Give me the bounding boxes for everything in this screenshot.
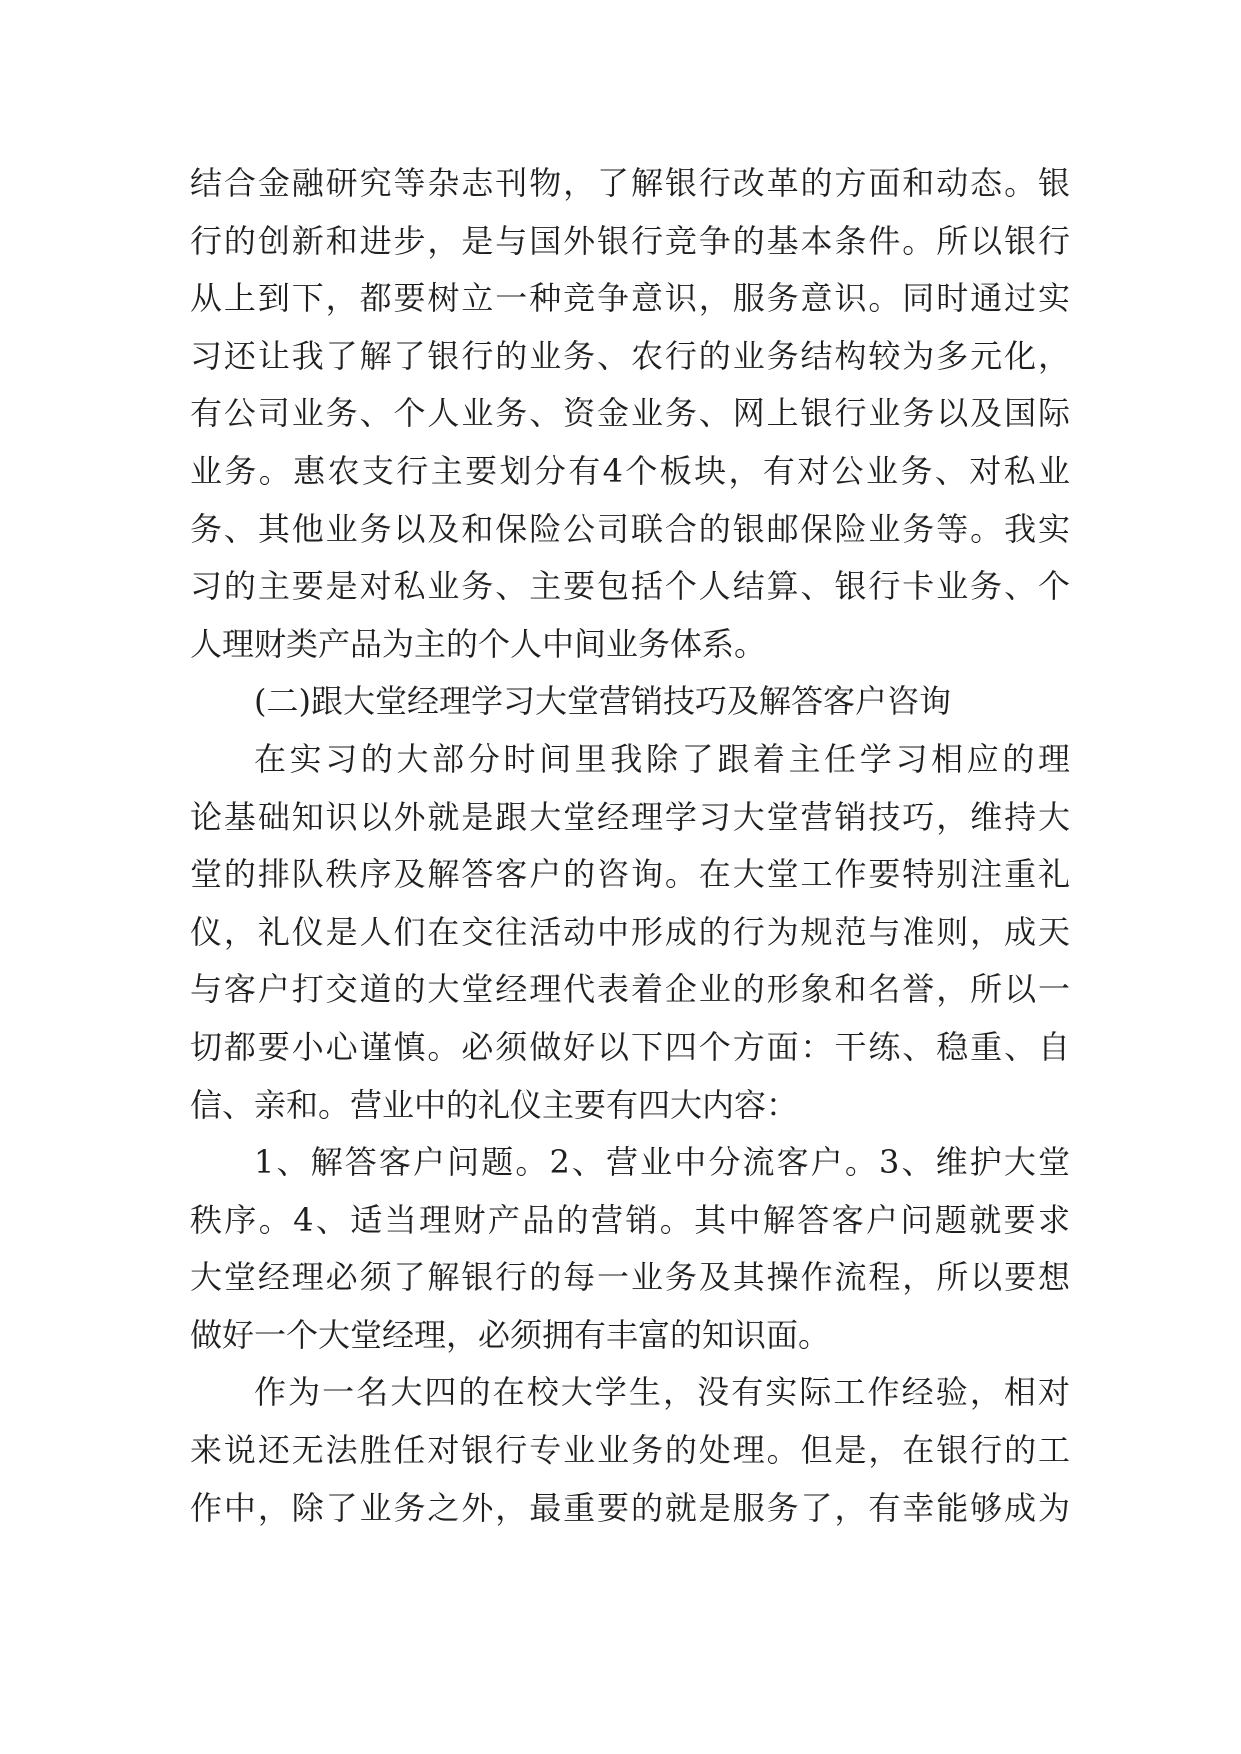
body-text: [190, 155, 1070, 1537]
text-line: 务、其他业务以及和保险公司联合的银邮保险业务等。我实: [190, 509, 1070, 548]
text-line: 秩序。4、适当理财产品的营销。其中解答客户问题就要求: [190, 1200, 1070, 1239]
text-line: 堂的排队秩序及解答客户的咨询。在大堂工作要特别注重礼: [190, 855, 1070, 894]
text-line: 在实习的大部分时间里我除了跟着主任学习相应的理: [254, 739, 1070, 778]
section-heading: (二)跟大堂经理学习大堂营销技巧及解答客户咨询: [254, 682, 951, 721]
text-line: 信、亲和。营业中的礼仪主要有四大内容：: [190, 1085, 799, 1124]
text-line: 习还让我了解了银行的业务、农行的业务结构较为多元化，: [190, 336, 1070, 375]
text-line: 大堂经理必须了解银行的每一业务及其操作流程，所以要想: [190, 1258, 1070, 1297]
text-line: 结合金融研究等杂志刊物，了解银行改革的方面和动态。银: [190, 164, 1070, 202]
text-line: 切都要小心谨慎。必须做好以下四个方面：干练、稳重、自: [190, 1027, 1070, 1066]
text-line: 人理财类产品为主的个人中间业务体系。: [190, 624, 767, 663]
text-line: 与客户打交道的大堂经理代表着企业的形象和名誉，所以一: [190, 970, 1070, 1009]
text-line: 习的主要是对私业务、主要包括个人结算、银行卡业务、个: [190, 567, 1070, 606]
text-line: 1、解答客户问题。2、营业中分流客户。3、维护大堂: [254, 1143, 1070, 1182]
text-line: 作中，除了业务之外，最重要的就是服务了，有幸能够成为: [190, 1488, 1070, 1527]
text-line: 有公司业务、个人业务、资金业务、网上银行业务以及国际: [190, 394, 1070, 433]
text-line: 作为一名大四的在校大学生，没有实际工作经验，相对: [254, 1373, 1070, 1412]
text-line: 论基础知识以外就是跟大堂经理学习大堂营销技巧，维持大: [190, 797, 1070, 836]
text-line: 仪，礼仪是人们在交往活动中形成的行为规范与准则，成天: [190, 912, 1070, 951]
text-line: 做好一个大堂经理，必须拥有丰富的知识面。: [190, 1315, 831, 1354]
text-line: 业务。惠农支行主要划分有4个板块，有对公业务、对私业: [190, 451, 1070, 490]
text-line: 从上到下，都要树立一种竞争意识，服务意识。同时通过实: [190, 279, 1070, 318]
text-line: 行的创新和进步，是与国外银行竞争的基本条件。所以银行: [190, 221, 1070, 260]
text-line: 来说还无法胜任对银行专业业务的处理。但是，在银行的工: [190, 1431, 1070, 1470]
